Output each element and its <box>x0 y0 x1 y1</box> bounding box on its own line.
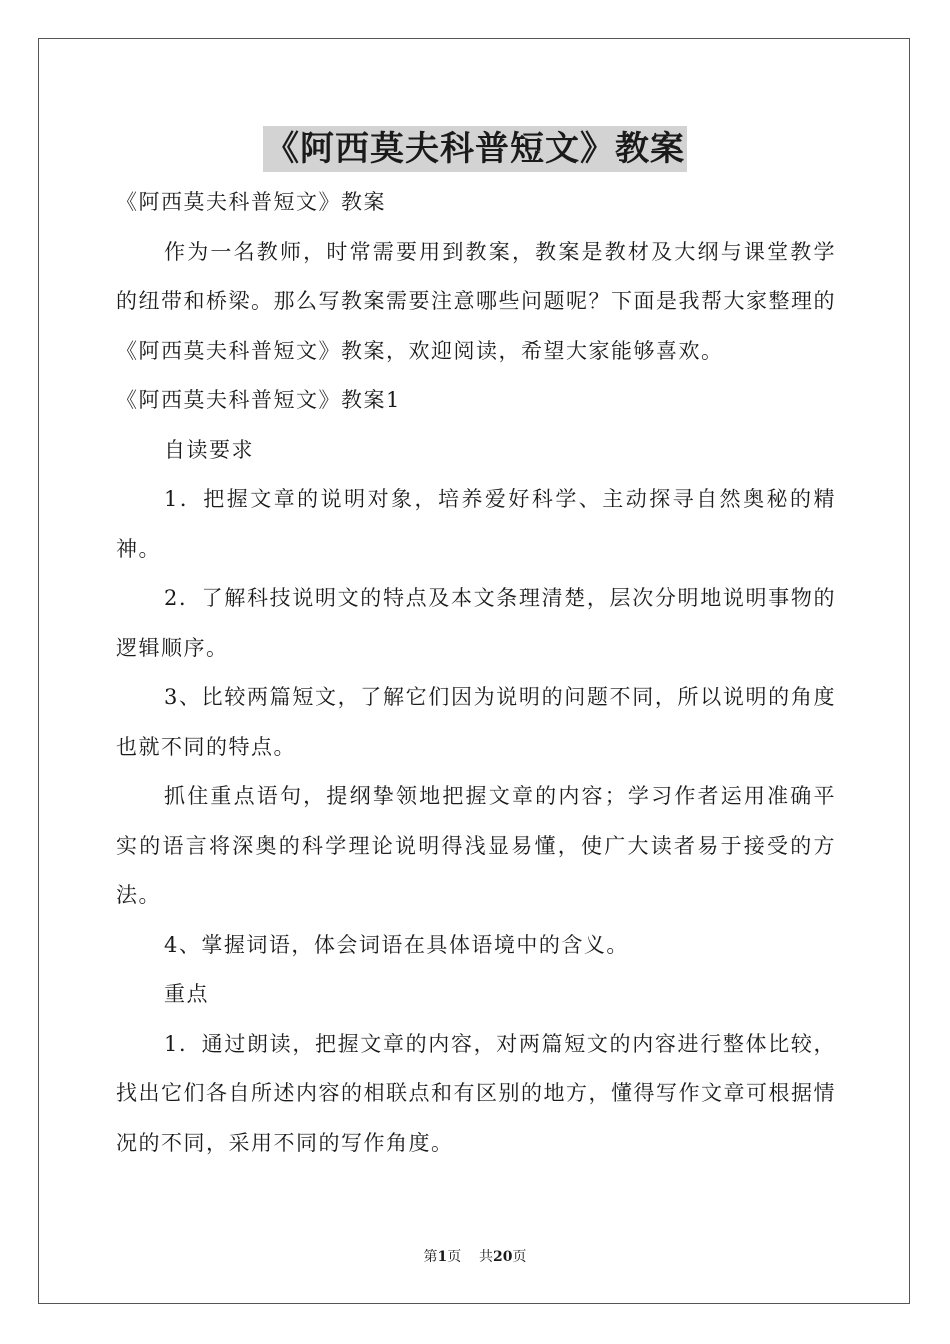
total-pages: 20 <box>493 1249 513 1265</box>
page-footer <box>0 1246 950 1266</box>
paragraph: 2．了解科技说明文的特点及本文条理清楚，层次分明地说明事物的逻辑顺序。 <box>116 586 836 660</box>
page-prefix: 第 <box>423 1249 438 1265</box>
document-body <box>116 178 836 1168</box>
paragraph: 作为一名教师，时常需要用到教案，教案是教材及大纲与课堂教学的纽带和桥梁。那么写教案需要注意哪些问题呢？下面是我帮大家整理的《阿西莫夫科普短文》教案，欢迎阅读，希望大家能够喜欢。 <box>116 239 836 363</box>
page-number: 1 <box>437 1249 448 1265</box>
section-heading: 自读要求 <box>164 437 254 462</box>
paragraph: 《阿西莫夫科普短文》教案 <box>116 190 386 214</box>
paragraph: 抓住重点语句，提纲挚领地把握文章的内容；学习作者运用准确平实的语言将深奥的科学理论说明得浅显易懂，使广大读者易于接受的方法。 <box>116 784 836 907</box>
title-container <box>0 126 950 172</box>
paragraph: 1．把握文章的说明对象，培养爱好科学、主动探寻自然奥秘的精神。 <box>116 487 836 561</box>
document-title: 《阿西莫夫科普短文》教案 <box>263 126 687 172</box>
total-suffix: 页 <box>512 1249 527 1265</box>
paragraph: 4、掌握词语，体会词语在具体语境中的含义。 <box>164 932 629 957</box>
total-prefix: 共 <box>479 1249 494 1265</box>
page-suffix: 页 <box>447 1249 462 1265</box>
paragraph: 3、比较两篇短文，了解它们因为说明的问题不同，所以说明的角度也就不同的特点。 <box>116 685 836 759</box>
paragraph: 1．通过朗读，把握文章的内容，对两篇短文的内容进行整体比较，找出它们各自所述内容的相联点和有区别的地方，懂得写作文章可根据情况的不同，采用不同的写作角度。 <box>116 1031 836 1155</box>
paragraph: 《阿西莫夫科普短文》教案1 <box>116 388 401 412</box>
section-heading: 重点 <box>164 982 209 1006</box>
